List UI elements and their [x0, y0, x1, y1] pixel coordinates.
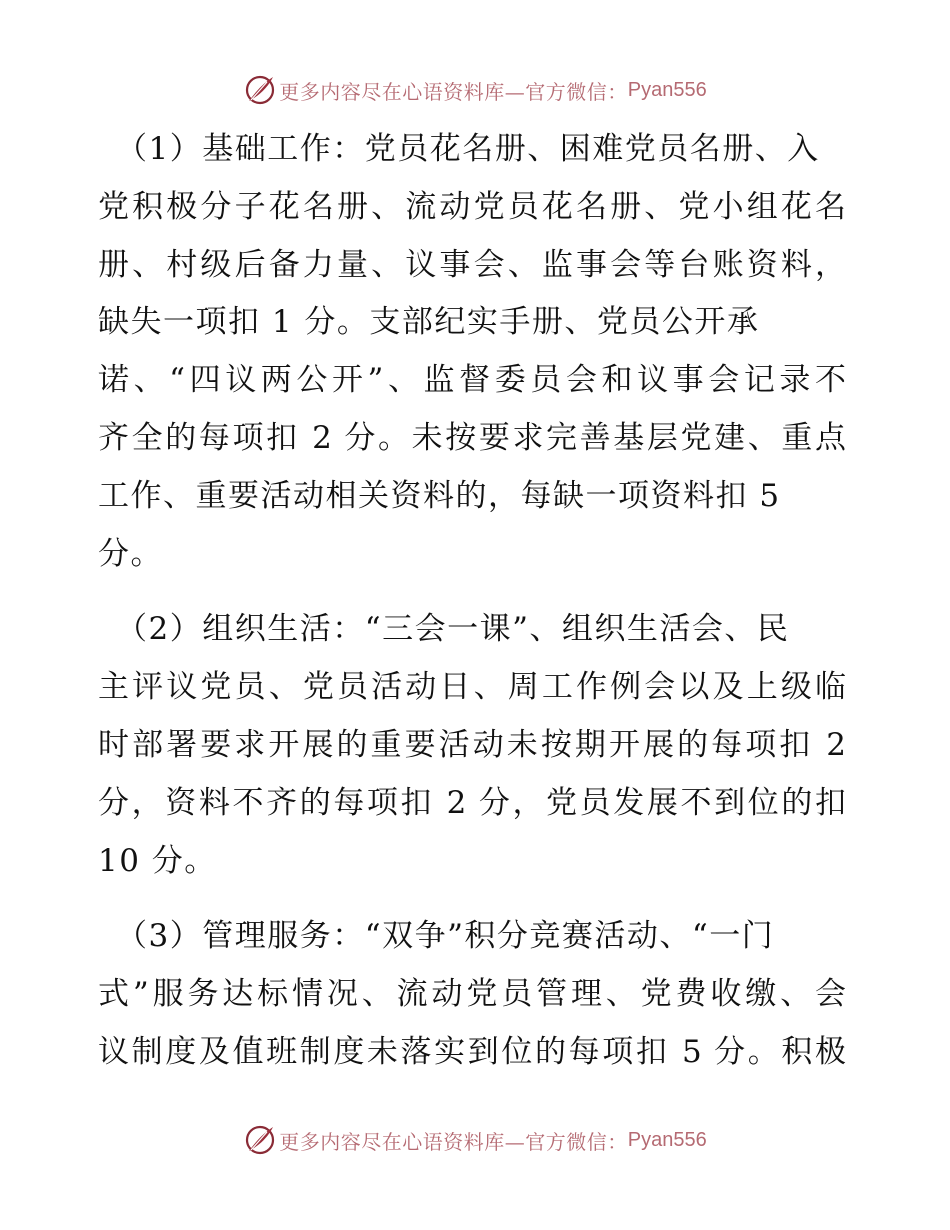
watermark-handle: Pyan556 [627, 1128, 707, 1151]
feather-pen-logo-icon [243, 1123, 277, 1157]
watermark-handle: Pyan556 [627, 78, 707, 101]
text-line: 式”服务达标情况、流动党员管理、党费收缴、会 [98, 976, 846, 1013]
text-line: 主评议党员、党员活动日、周工作例会以及上级临 [98, 669, 846, 706]
text-line: 分。 [98, 535, 163, 572]
text-line: 缺失一项扣 1 分。支部纪实手册、党员公开承 [98, 304, 760, 341]
text-line: 党积极分子花名册、流动党员花名册、党小组花名 [98, 188, 846, 225]
feather-pen-logo-icon [243, 73, 277, 107]
text-line: 齐全的每项扣 2 分。未按要求完善基层党建、重点 [98, 419, 846, 456]
text-line: （1）基础工作：党员花名册、困难党员名册、入 [116, 131, 820, 167]
header-watermark [0, 72, 950, 108]
text-line: （3）管理服务：“双争”积分竞赛活动、“一门 [116, 918, 775, 955]
text-line: 时部署要求开展的重要活动未按期开展的每项扣 2 [98, 726, 846, 763]
watermark-text: 更多内容尽在心语资料库—官方微信： [279, 1129, 628, 1154]
paragraph-3 [98, 908, 846, 1081]
text-line: 工作、重要活动相关资料的，每缺一项资料扣 5 [98, 477, 781, 514]
text-line: 分，资料不齐的每项扣 2 分，党员发展不到位的扣 [98, 784, 846, 821]
text-line: 册、村级后备力量、议事会、监事会等台账资料， [98, 246, 846, 283]
text-line: （2）组织生活：“三会一课”、组织生活会、民 [116, 611, 790, 648]
text-line: 议制度及值班制度未落实到位的每项扣 5 分。积极 [98, 1033, 846, 1070]
body-text [98, 121, 846, 1082]
paragraph-1 [98, 121, 846, 583]
text-line: 10 分。 [98, 842, 217, 879]
text-line: 诺、“四议两公开”、监督委员会和议事会记录不 [98, 362, 846, 399]
paragraph-2 [98, 601, 846, 890]
footer-watermark [0, 1122, 950, 1158]
watermark-text: 更多内容尽在心语资料库—官方微信： [279, 79, 628, 104]
